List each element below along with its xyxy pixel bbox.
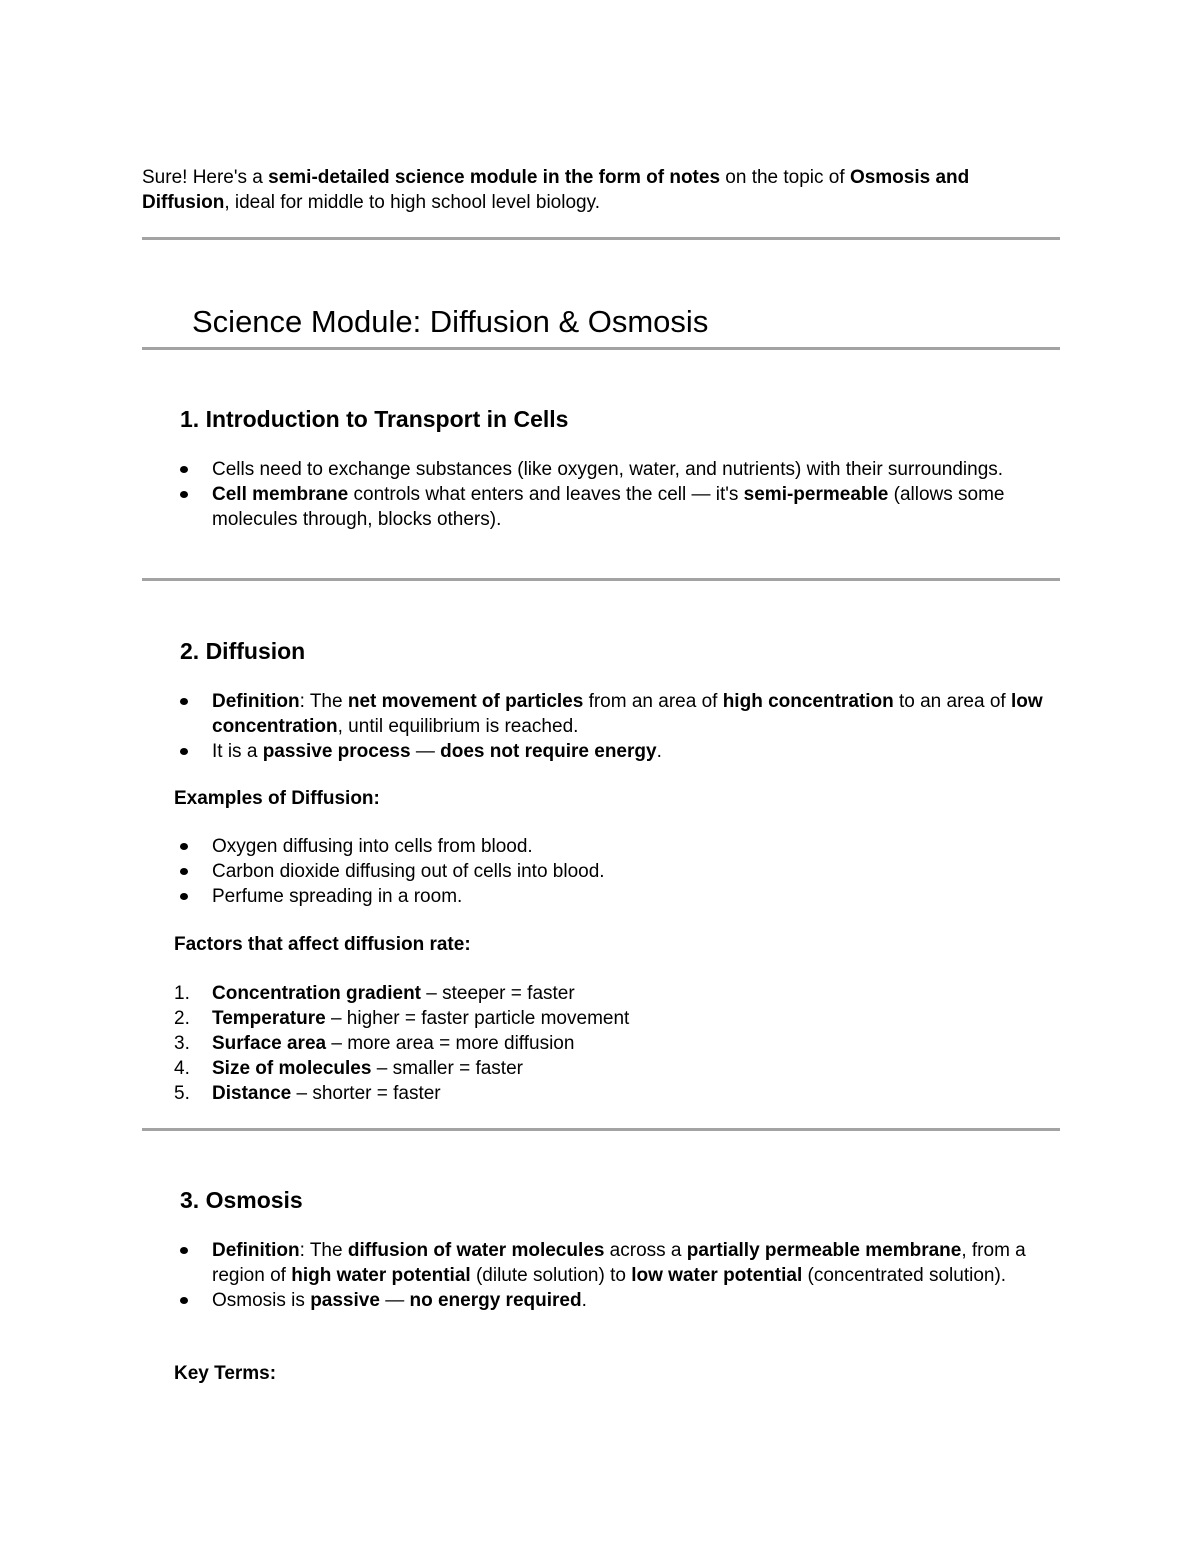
list-item-text: – more area = more diffusion bbox=[326, 1033, 575, 1054]
list-item-text: – shorter = faster bbox=[291, 1083, 441, 1104]
list-item-text: Osmosis is bbox=[212, 1290, 311, 1311]
list-item bbox=[212, 739, 1060, 764]
list-item bbox=[174, 981, 1060, 1006]
list-item bbox=[174, 1006, 1060, 1031]
bold-term: semi-permeable bbox=[743, 484, 889, 505]
list-item: Oxygen diffusing into cells from blood. bbox=[212, 834, 1060, 859]
list-item-text: . bbox=[581, 1290, 587, 1311]
subheading-key-terms: Key Terms: bbox=[174, 1363, 277, 1384]
section-heading-osmosis: 3. Osmosis bbox=[180, 1187, 303, 1213]
bullet-list bbox=[212, 689, 1060, 764]
list-number: 1. bbox=[174, 983, 190, 1004]
list-number: 3. bbox=[174, 1033, 190, 1054]
divider bbox=[142, 347, 1060, 350]
divider bbox=[142, 237, 1060, 240]
intro-text: Sure! Here's a bbox=[142, 167, 269, 188]
list-item-text: — bbox=[410, 741, 441, 762]
divider bbox=[142, 1128, 1060, 1131]
divider bbox=[142, 578, 1060, 581]
list-item-text: Cells need to exchange substances (like oxygen, water, and nutrients) with their surroundings. bbox=[212, 459, 1004, 480]
bold-term: net movement of particles bbox=[347, 691, 584, 712]
bold-term: passive process bbox=[262, 741, 411, 762]
bold-term: Cell membrane bbox=[212, 484, 349, 505]
intro-bold: Osmosis and Diffusion bbox=[142, 167, 970, 213]
list-item-text: — bbox=[379, 1290, 410, 1311]
list-item bbox=[212, 1288, 1060, 1313]
list-item: Perfume spreading in a room. bbox=[212, 884, 1060, 909]
intro-text: on the topic of bbox=[720, 167, 850, 188]
bullet-list bbox=[212, 1238, 1060, 1313]
bold-term: low water potential bbox=[631, 1265, 803, 1286]
list-item-text: , until equilibrium is reached. bbox=[337, 716, 579, 737]
bold-term: Surface area bbox=[212, 1033, 327, 1054]
intro-text: , ideal for middle to high school level biology. bbox=[224, 192, 600, 213]
numbered-list bbox=[174, 981, 1060, 1106]
bold-term: high water potential bbox=[291, 1265, 471, 1286]
list-item-text: (concentrated solution). bbox=[802, 1265, 1007, 1286]
intro-bold: semi-detailed science module in the form of notes bbox=[268, 167, 721, 188]
list-number: 4. bbox=[174, 1058, 190, 1079]
bold-term: Size of molecules bbox=[212, 1058, 372, 1079]
bold-term: passive bbox=[310, 1290, 380, 1311]
list-item-text: : The bbox=[299, 691, 348, 712]
page-title: Science Module: Diffusion & Osmosis bbox=[192, 304, 709, 339]
intro-paragraph bbox=[142, 165, 1057, 215]
list-item-text: It is a bbox=[212, 741, 263, 762]
list-item-text: across a bbox=[604, 1240, 687, 1261]
list-item-text: from an area of bbox=[583, 691, 723, 712]
section-heading-diffusion: 2. Diffusion bbox=[180, 638, 306, 664]
bullet-list bbox=[212, 834, 1060, 909]
bold-term: Definition bbox=[212, 1240, 300, 1261]
list-item bbox=[174, 1031, 1060, 1056]
list-number: 5. bbox=[174, 1083, 190, 1104]
bold-term: high concentration bbox=[722, 691, 894, 712]
list-item bbox=[212, 1238, 1060, 1288]
list-item-text: – higher = faster particle movement bbox=[325, 1008, 630, 1029]
list-item-text: : The bbox=[299, 1240, 348, 1261]
list-item-text: controls what enters and leaves the cell — it's bbox=[348, 484, 744, 505]
list-item-text: , from a region of bbox=[212, 1240, 1026, 1286]
list-item bbox=[212, 689, 1060, 739]
bold-term: low concentration bbox=[212, 691, 1043, 737]
list-item-text: (dilute solution) to bbox=[470, 1265, 632, 1286]
bold-term: Distance bbox=[212, 1083, 292, 1104]
bold-term: does not require energy bbox=[440, 741, 657, 762]
bold-term: diffusion of water molecules bbox=[347, 1240, 605, 1261]
list-item-text: . bbox=[656, 741, 662, 762]
bold-term: Definition bbox=[212, 691, 300, 712]
bold-term: no energy required bbox=[409, 1290, 582, 1311]
bold-term: Temperature bbox=[212, 1008, 326, 1029]
subheading-factors: Factors that affect diffusion rate: bbox=[174, 934, 471, 955]
list-item-text: (allows some molecules through, blocks others). bbox=[212, 484, 1005, 530]
list-item bbox=[212, 482, 1060, 532]
list-item-text: – steeper = faster bbox=[421, 983, 575, 1004]
list-item-text: – smaller = faster bbox=[371, 1058, 523, 1079]
bold-term: partially permeable membrane bbox=[686, 1240, 962, 1261]
bold-term: Concentration gradient bbox=[212, 983, 422, 1004]
list-number: 2. bbox=[174, 1008, 190, 1029]
subheading-examples: Examples of Diffusion: bbox=[174, 788, 380, 809]
section-heading-introduction: 1. Introduction to Transport in Cells bbox=[180, 406, 569, 432]
list-item: Carbon dioxide diffusing out of cells into blood. bbox=[212, 859, 1060, 884]
list-item bbox=[174, 1081, 1060, 1106]
list-item-text: to an area of bbox=[893, 691, 1011, 712]
list-item bbox=[212, 457, 1060, 482]
list-item bbox=[174, 1056, 1060, 1081]
bullet-list bbox=[212, 457, 1060, 532]
